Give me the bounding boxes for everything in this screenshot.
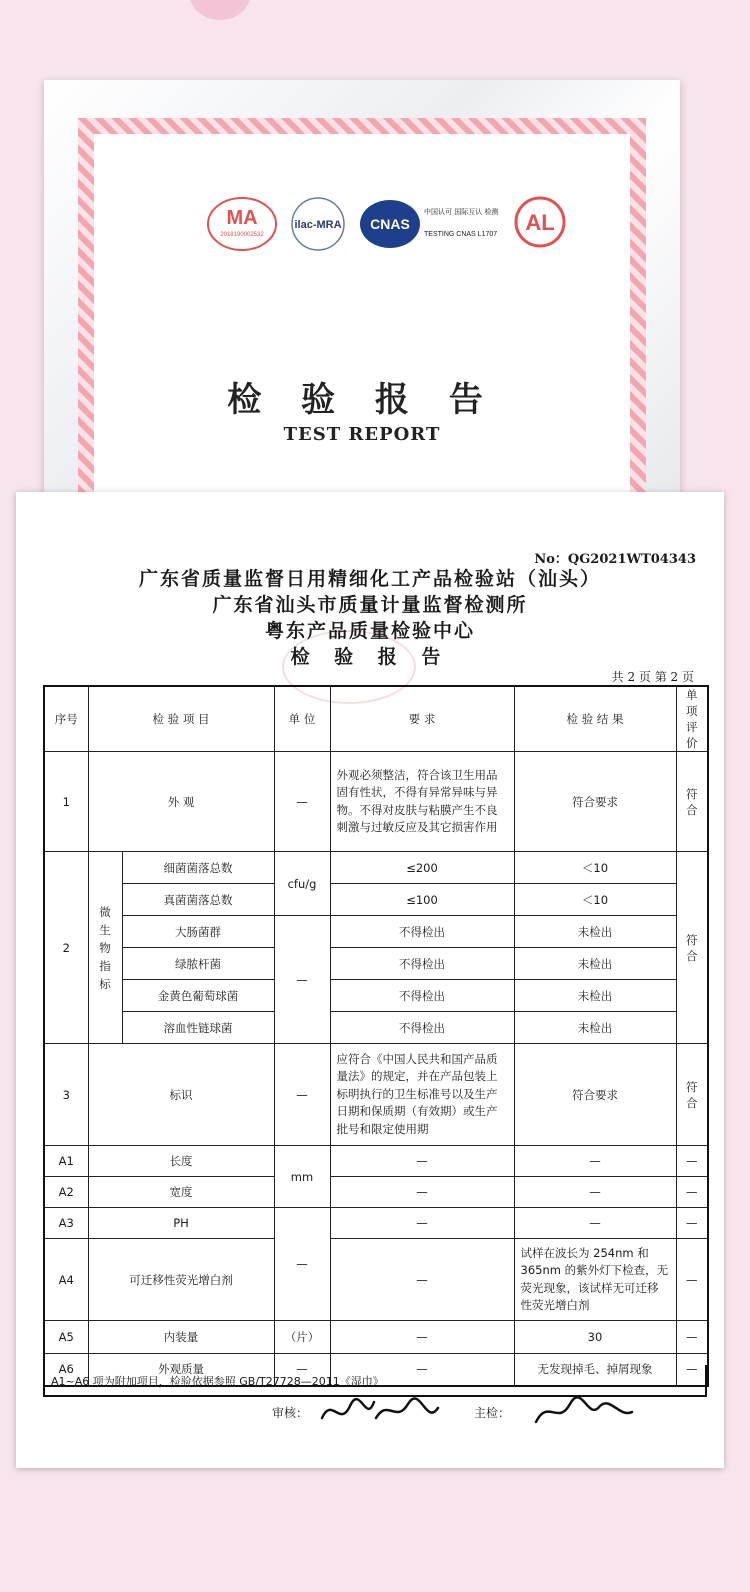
- header-unit: 单 位: [274, 686, 330, 752]
- main-inspector-signature-icon: [528, 1388, 638, 1434]
- row-evaluation: —: [676, 1354, 708, 1386]
- row-item: 真菌菌落总数: [122, 884, 274, 916]
- main-inspector-label: 主检：: [474, 1406, 511, 1420]
- row-result: 未检出: [514, 1012, 676, 1044]
- table-row: [44, 948, 708, 980]
- heading-line-3: 粤东产品质量检验中心: [264, 620, 475, 642]
- table-row: [44, 1012, 708, 1044]
- row-result: —: [514, 1208, 676, 1239]
- row-requirement: ≤200: [330, 852, 514, 884]
- row-no: 3: [44, 1044, 88, 1146]
- header-requirement: 要 求: [330, 686, 514, 752]
- row-evaluation: —: [676, 1177, 708, 1208]
- row-unit: cfu/g: [274, 852, 330, 916]
- cma-caption: 2018190002532: [220, 232, 264, 238]
- cnas-icon: [358, 194, 498, 254]
- row-item: 外观质量: [88, 1354, 274, 1386]
- micro-group-label: [88, 852, 122, 1044]
- row-evaluation: 符合: [676, 1044, 708, 1146]
- row-result: 30: [514, 1321, 676, 1354]
- row-unit: —: [274, 752, 330, 852]
- table-row: [44, 1239, 708, 1321]
- row-no: A1: [44, 1146, 88, 1177]
- row-unit: —: [274, 1208, 330, 1321]
- report-page: [16, 492, 724, 1468]
- header-result: 检 验 结 果: [514, 686, 676, 752]
- row-result: 符合要求: [514, 752, 676, 852]
- row-requirement: —: [330, 1146, 514, 1177]
- table-row: [44, 980, 708, 1012]
- row-result: 未检出: [514, 916, 676, 948]
- heading-line-2: 广东省汕头市质量计量监督检测所: [212, 594, 528, 616]
- row-evaluation: —: [676, 1146, 708, 1177]
- ilac-logo-text: ilac-MRA: [294, 219, 342, 231]
- row-evaluation: —: [676, 1239, 708, 1321]
- row-requirement: 不得检出: [330, 1012, 514, 1044]
- row-item: 可迁移性荧光增白剂: [88, 1239, 274, 1321]
- row-requirement: 应符合《中国人民共和国产品质量法》的规定，并在产品包装上标明执行的卫生标准号以及生产日期和保质期（有效期）或生产批号和限定使用期: [330, 1044, 514, 1146]
- row-requirement: —: [330, 1177, 514, 1208]
- row-no: A5: [44, 1321, 88, 1354]
- row-result: ＜10: [514, 884, 676, 916]
- row-result: 符合要求: [514, 1044, 676, 1146]
- certificate-cover: [44, 80, 680, 550]
- table-row: [44, 1208, 708, 1239]
- row-item: 内装量: [88, 1321, 274, 1354]
- micro-group-text: 微生物指标: [99, 904, 111, 991]
- table-row: [44, 1146, 708, 1177]
- header-no: 序号: [44, 686, 88, 752]
- row-result: ＜10: [514, 852, 676, 884]
- row-item: 宽度: [88, 1177, 274, 1208]
- row-no: 1: [44, 752, 88, 852]
- row-result: 未检出: [514, 948, 676, 980]
- row-item: 金黄色葡萄球菌: [122, 980, 274, 1012]
- cma-logo-text: MA: [226, 207, 258, 229]
- row-requirement: —: [330, 1208, 514, 1239]
- row-evaluation: 符合: [676, 852, 708, 1044]
- row-result: 试样在波长为 254nm 和 365nm 的紫外灯下检查，无荧光现象，该试样无可迁移性荧光增白剂: [514, 1239, 676, 1321]
- cover-subtitle: TEST REPORT: [283, 424, 441, 445]
- table-row: [44, 852, 708, 884]
- row-item: PH: [88, 1208, 274, 1239]
- row-result: 无发现掉毛、掉屑现象: [514, 1354, 676, 1386]
- row-unit: —: [274, 1354, 330, 1386]
- report-number: No：QG2021WT04343: [534, 552, 696, 567]
- row-no: A2: [44, 1177, 88, 1208]
- row-item: 大肠菌群: [122, 916, 274, 948]
- table-row: [44, 1177, 708, 1208]
- report-headings: [16, 566, 724, 670]
- ilac-mra-icon: [286, 194, 350, 254]
- row-requirement: —: [330, 1239, 514, 1321]
- page-info: 共 2 页 第 2 页: [611, 670, 694, 684]
- row-requirement: 外观必须整洁，符合该卫生用品固有性状，不得有异常异味与异物。不得对皮肤与粘膜产生不良刺激与过敏反应及其它损害作用: [330, 752, 514, 852]
- header-item: 检 验 项 目: [88, 686, 274, 752]
- row-requirement: —: [330, 1321, 514, 1354]
- table-row: [44, 1044, 708, 1146]
- table-row: [44, 752, 708, 852]
- row-no: 2: [44, 852, 88, 1044]
- table-row: [44, 916, 708, 948]
- row-item: 溶血性链球菌: [122, 1012, 274, 1044]
- row-result: —: [514, 1146, 676, 1177]
- row-unit: —: [274, 1044, 330, 1146]
- row-requirement: 不得检出: [330, 916, 514, 948]
- table-header-row: [44, 686, 708, 752]
- row-item: 外 观: [88, 752, 274, 852]
- row-evaluation: 符合: [676, 752, 708, 852]
- row-unit: （片）: [274, 1321, 330, 1354]
- row-item: 绿脓杆菌: [122, 948, 274, 980]
- heading-line-4: 检 验 报 告: [290, 646, 450, 668]
- decorative-blob: [190, 0, 250, 20]
- row-requirement: 不得检出: [330, 948, 514, 980]
- table-row: [44, 884, 708, 916]
- row-result: 未检出: [514, 980, 676, 1012]
- reviewer-label: 审核：: [272, 1406, 309, 1420]
- table-row: [44, 1321, 708, 1354]
- cnas-side-en: TESTING CNAS L1707: [424, 231, 498, 238]
- row-no: A4: [44, 1239, 88, 1321]
- cover-title: 检 验 报 告: [227, 380, 497, 420]
- heading-line-1: 广东省质量监督日用精细化工产品检验站（汕头）: [138, 568, 601, 590]
- cal-seal-icon: [504, 194, 576, 254]
- table-footnote: A1~A6 项为附加项目，检验依据参照 GB/T27728—2011《湿巾》: [43, 1365, 707, 1397]
- row-evaluation: —: [676, 1321, 708, 1354]
- row-requirement: ≤100: [330, 884, 514, 916]
- row-unit: —: [274, 916, 330, 1044]
- cma-seal-icon: [206, 194, 278, 254]
- cal-logo-text: AL: [525, 210, 555, 235]
- row-no: A6: [44, 1354, 88, 1386]
- row-result: —: [514, 1177, 676, 1208]
- certificate-body: [94, 134, 630, 550]
- row-requirement: 不得检出: [330, 980, 514, 1012]
- reviewer-signature-icon: [314, 1388, 444, 1434]
- row-item: 标识: [88, 1044, 274, 1146]
- row-item: 细菌菌落总数: [122, 852, 274, 884]
- header-evaluation: 单项评价: [676, 686, 708, 752]
- cnas-logo-text: CNAS: [370, 216, 410, 232]
- accreditation-logos: [94, 194, 630, 254]
- row-evaluation: —: [676, 1208, 708, 1239]
- cnas-side-cn: 中国认可 国际互认 检测: [424, 208, 498, 216]
- row-requirement: —: [330, 1354, 514, 1386]
- test-results-table: [43, 685, 709, 1387]
- row-no: A3: [44, 1208, 88, 1239]
- row-unit: mm: [274, 1146, 330, 1208]
- row-item: 长度: [88, 1146, 274, 1177]
